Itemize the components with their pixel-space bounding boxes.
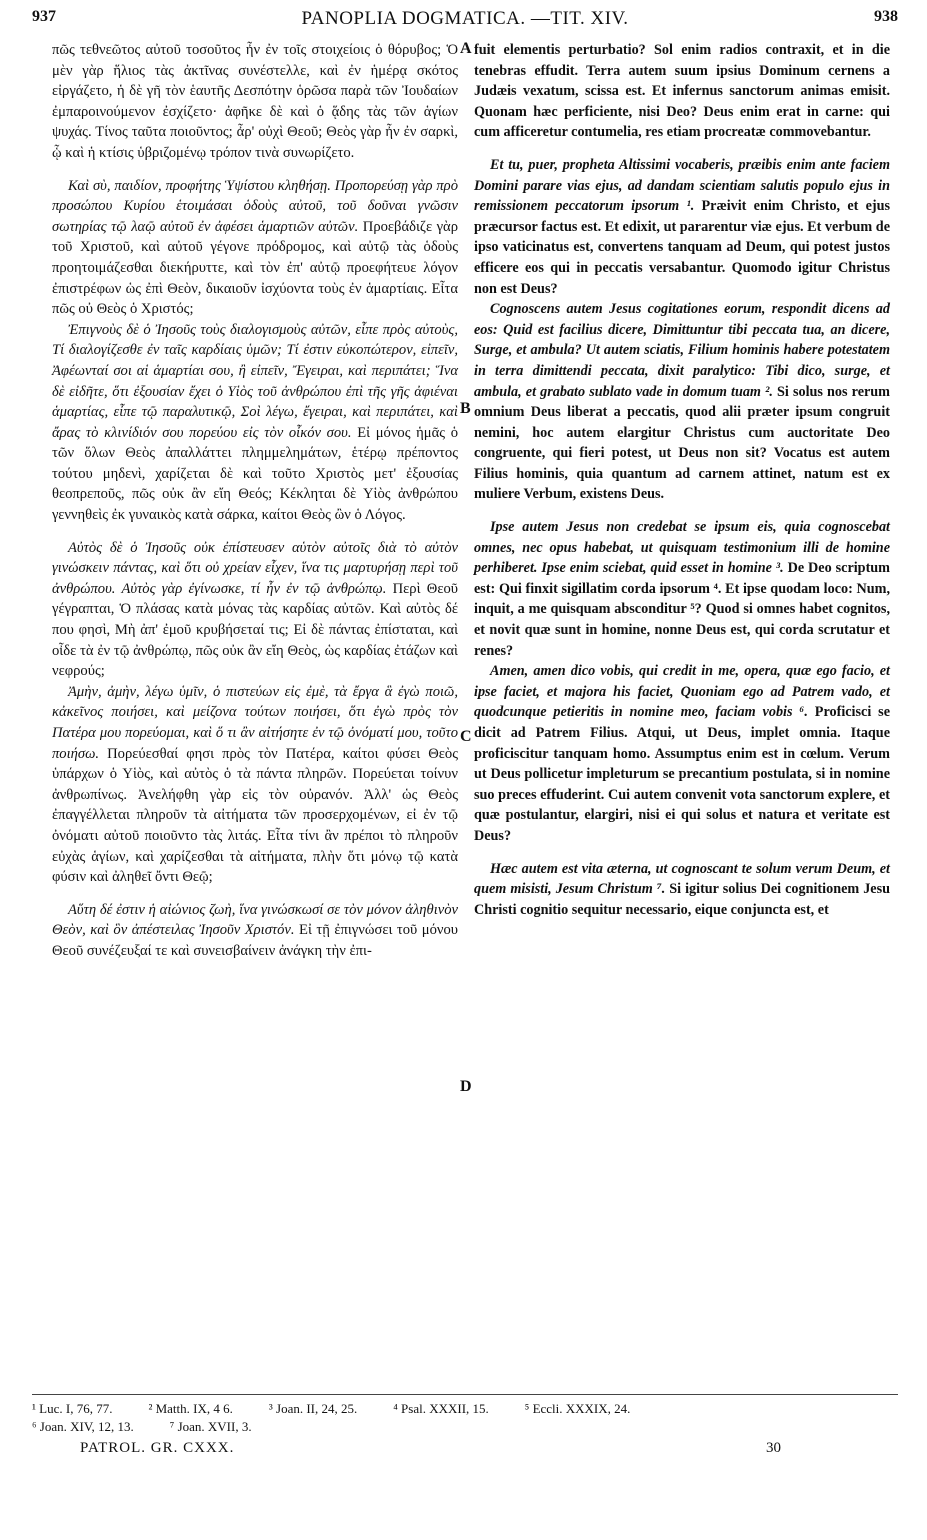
paragraph — [52, 900, 458, 962]
page-number-left: 937 — [32, 8, 56, 25]
footnote: ³ Joan. II, 24, 25. — [268, 1401, 358, 1416]
commentary-text: De Deo scriptum est: Qui finxit sigillatim corda ipsorum ⁴. Et ipse quodam loco: Num, inquit, a me quisquam absconditur ⁵? Quod si omnes habet cognitos, et novit quæ sunt in homine, nonne Deus est, qui corda scrutatur et renes? — [474, 560, 891, 659]
footnote: ¹ Luc. I, 76, 77. — [32, 1401, 113, 1416]
commentary-text: Proficisci se dicit ad Patrem Filius. Atqui, ut Deus, implet omnia. Itaque proficiscitur tanquam homo. Assumptus enim est in cœlum. Verum ut Deus pollicetur impleturum se precantium postulata, si in nomine suo preces effuderint. Cui autem convenit vota sanctorum explere, et quæ postulantur, elargiri, nisi ei qui solus et natura et veritate est Deus? — [474, 704, 890, 844]
footnote: ⁶ Joan. XIV, 12, 13. — [32, 1419, 134, 1434]
commentary-text: πῶς τεθνεῶτος αὐτοῦ τοσοῦτος ἦν ἐν τοῖς στοιχείοις ὁ θόρυβος; Ὁ μὲν γὰρ ἥλιος τὰς ἀκτῖνας συνέστελλε, καὶ ἐν ἡμέρᾳ σκότος εἰργάζετο, ἡ δὲ γῆ τὸν ἑαυτῆς Δεσπότην ὁρῶσα παρὰ τῶν Ἰουδαίων ἐμπαροινούμενον ἐσχίζετο· ἀφῆκε δὲ καὶ ὁ ᾅδης τὰς τῶν ἁγίων ψυχάς. Τίνος ταῦτα ποιοῦντος; ἆρ' οὐχὶ Θεοῦ; Θεὸς γὰρ ἦν ἐν σαρκὶ, ᾧ καὶ ἡ κτίσις ὑβριζομένῳ τρόπον τινὰ συνωρίζετο. — [52, 42, 458, 161]
paragraph — [474, 299, 890, 505]
footnote: ² Matth. IX, 4 6. — [148, 1401, 233, 1416]
running-title: PANOPLIA DOGMATICA. —TIT. XIV. — [301, 8, 629, 29]
footnote: ⁴ Psal. XXXII, 15. — [393, 1401, 489, 1416]
scripture-quote: Αὕτη δέ ἐστιν ἡ αἰώνιος ζωὴ, ἵνα γινώσκωσί σε τὸν μόνον ἀληθινὸν Θεὸν, καὶ ὃν ἀπέστειλας Ἰησοῦν Χριστόν. — [52, 901, 458, 939]
page-number-right: 938 — [874, 8, 898, 25]
commentary-text: Περὶ Θεοῦ γέγραπται, Ὁ πλάσας κατὰ μόνας τὰς καρδίας αὐτῶν. Καὶ αὐτὸς δέ που φησὶ, Μὴ ἀπ' ἐμοῦ κρυβήσεταί τις; Εἰ δὲ πάντας ἐπίσταται, καὶ οἶδε τὰ ἐν τῷ ἀνθρώπῳ, πῶς οὐκ ἂν εἴη Θεὸς, ὡς καρδίας ἐτάζων καὶ νεφρούς; — [52, 580, 458, 680]
scripture-quote: Καὶ σὺ, παιδίον, προφήτης Ὑψίστου κληθήσῃ. Προπορεύσῃ γὰρ πρὸ προσώπου Κυρίου ἑτοιμάσαι ὁδοὺς αὐτοῦ, τοῦ δοῦναι γνῶσιν σωτηρίας τῷ λαῷ αὐτοῦ ἐν ἀφέσει ἁμαρτιῶν αὐτῶν. — [52, 177, 458, 235]
scripture-quote: Ipse autem Jesus non credebat se ipsum eis, quia cognoscebat omnes, nec opus habebat, ut quisquam testimonium illi de homine perhiberet. Ipse enim sciebat, quid esset in homine ³. — [474, 519, 890, 577]
commentary-text: Προεβάδιζε γὰρ τοῦ Χριστοῦ, καὶ αὐτοῦ γέγονε πρόδρομος, καὶ αὐτῷ τὰς ὁδοὺς προητοιμάζεσθαι διεκήρυττε, καὶ τὸν ἐπ' αὐτῷ προεφήτευε λόγον ἐπιστρέφων ὡς ἐπὶ Θεὸν, δικαιοῦν ἰσχύοντα τοὺς ἐν ἁμαρτίαις. Εἶτα πῶς οὐ Θεὸς ὁ Χριστός; — [52, 218, 458, 318]
signature-number: 30 — [766, 1440, 781, 1456]
patrology-volume: PATROL. GR. CXXX. — [80, 1440, 235, 1456]
scripture-quote: Et tu, puer, propheta Altissimi vocaberis, præibis enim ante faciem Domini parare vias ejus, ad dandam scientiam salutis populo ejus in remissionem peccatorum ipsorum ¹. — [474, 156, 890, 215]
scripture-quote: Amen, amen dico vobis, qui credit in me, opera, quæ ego facio, et ipse faciet, et majora his faciet, Quoniam ego ad Patrem vado, et quodcunque petieritis in nomine meo, faciam vobis ⁶. — [474, 663, 890, 721]
scripture-quote: Ἐπιγνοὺς δὲ ὁ Ἰησοῦς τοὺς διαλογισμοὺς αὐτῶν, εἶπε πρὸς αὐτοὺς, Τί διαλογίζεσθε ἐν ταῖς καρδίαις ὑμῶν; Τί ἐστιν εὐκοπώτερον, εἰπεῖν, Ἀφέωνταί σοι αἱ ἁμαρτίαι σου, ἢ εἰπεῖν, Ἔγειραι, καὶ περιπάτει; Ἵνα δὲ εἰδῆτε, ὅτι ἐξουσίαν ἔχει ὁ Υἱὸς τοῦ ἀνθρώπου ἐπὶ τῆς γῆς ἀφιέναι ἁμαρτίας, εἶπε τῷ παραλυτικῷ, Σοὶ λέγω, ἔγειραι, καὶ περιπάτει, καὶ ἄρας τὸ κλινίδιόν σου πορεύου εἰς τὸν οἶκόν σου. — [52, 321, 458, 441]
footnote: ⁷ Joan. XVII, 3. — [169, 1419, 252, 1434]
paragraph — [52, 538, 458, 682]
footnote-line-2 — [32, 1418, 898, 1436]
section-marker-b: B — [460, 400, 471, 417]
paragraph — [474, 155, 890, 299]
paragraph — [474, 859, 890, 921]
section-marker-d: D — [460, 1078, 472, 1095]
commentary-text: Εἰ μόνος ἡμᾶς ὁ τῶν ὅλων Θεὸς ἀπαλλάττει πλημμελημάτων, ἑτέρῳ πρέποντος τούτου μηδενὶ, χαρίζεται δὲ καὶ τοῦτο Χριστὸς μετ' ἐξουσίας θεοπρεποῦς, πῶς οὐκ ἂν εἴη Θεός; Κέκληται δὲ Υἱὸς ἀνθρώπου γεννηθεὶς ἐκ γυναικὸς κατὰ σάρκα, καίτοι Θεὸς ὢν ὁ Λόγος. — [52, 424, 458, 524]
scripture-quote: Hæc autem est vita æterna, ut cognoscant te solum verum Deum, et quem misisti, Jesum Christum ⁷. — [474, 860, 890, 898]
paragraph — [52, 176, 458, 320]
footnote-rule — [32, 1394, 898, 1395]
commentary-text: Εἰ τῇ ἐπιγνώσει τοῦ μόνου Θεοῦ συνέζευξαί τε καὶ συνεισβαίνειν ἀνάγκη τὴν ἐπι- — [52, 922, 458, 959]
commentary-text: Præivit enim Christo, et ejus præcursor factus est. Et edixit, ut pararentur viæ ejus. Et verbum de ipso vaticinatus est, convertens tanquam ad Deum, qui potest justos efficere eos qui in peccatis versabantur. Quomodo igitur Christus non est Deus? — [474, 198, 891, 297]
commentary-text: Si igitur solius Dei cognitionem Jesu Christi cognitio sequitur necessario, eique conjuncta est, et — [474, 881, 891, 918]
scripture-quote: Cognoscens autem Jesus cogitationes eorum, respondit dicens ad eos: Quid est facilius dicere, Dimittuntur tibi peccata tua, an dicere, Surge, et ambula? Ut autem sciatis, Filium hominis habere potestatem in terra dimittendi peccata, dixit paralytico: Tibi dico, surge, et ambula, et grabato sublato vade in domum tuam ². — [474, 301, 890, 400]
page-header — [32, 8, 898, 30]
latin-column — [474, 40, 890, 920]
paragraph — [474, 40, 890, 143]
commentary-text: Πορεύεσθαί φησι πρὸς τὸν Πατέρα, καίτοι φύσει Θεὸς ὑπάρχων ὁ Υἱὸς, καὶ αὐτὸς ὁ τὰ πάντα πληρῶν. Πορεύεται τοίνυν ἀνθρωπίνως. Ἀνελήφθη γὰρ εἰς τὸν οὐρανόν. Ἀλλ' ὡς Θεὸς ἐπαγγέλλεται πληροῦν τὰ αἰτήματα τῶν προσερχομένων, εἰ ἐν τῷ ὀνόματι αὐτοῦ ποιοῦντο τὰς λιτάς. Εἶτα τίνι ἂν πρέποι τὸ πληροῦν εὐχὰς ἁγίων, καὶ χαρίζεσθαι τὰ αἰτήματα, πλὴν ὅτι μόνῳ τῷ κατὰ φύσιν καὶ ἀληθεῖ ὄντι Θεῷ; — [52, 745, 458, 886]
scripture-quote: Αὐτὸς δὲ ὁ Ἰησοῦς οὐκ ἐπίστευσεν αὑτὸν αὐτοῖς διὰ τὸ αὐτὸν γινώσκειν πάντας, καὶ ὅτι οὐ χρείαν εἶχεν, ἵνα τις μαρτυρήσῃ περὶ τοῦ ἀνθρώπου. Αὐτὸς γὰρ ἐγίνωσκε, τί ἦν ἐν τῷ ἀνθρώπῳ. — [52, 539, 458, 597]
footnote-line-1 — [32, 1400, 898, 1418]
paragraph — [52, 40, 458, 164]
commentary-text: Si solus nos rerum omnium Deus liberat a peccatis, quod alii præter ipsum congruit nemini, hoc autem elargitur Christus cum auctoritate Deo congruente, qui fieri potest, ut Deus non sit? Vocatus est autem Filius hominis, quia quantum ad carnem attinet, natum est ex muliere Verbum, existens Deus. — [474, 383, 890, 503]
paragraph — [474, 661, 890, 846]
section-marker-c: C — [460, 728, 472, 745]
footnotes — [32, 1400, 898, 1436]
section-marker-a: A — [460, 40, 472, 57]
paragraph — [52, 682, 458, 888]
footnote: ⁵ Eccli. XXXIX, 24. — [524, 1401, 631, 1416]
greek-column — [52, 40, 458, 962]
paragraph — [52, 320, 458, 526]
paragraph — [474, 517, 890, 661]
scripture-quote: Ἀμὴν, ἀμὴν, λέγω ὑμῖν, ὁ πιστεύων εἰς ἐμὲ, τὰ ἔργα ἃ ἐγὼ ποιῶ, κἀκεῖνος ποιήσει, καὶ μείζονα τούτων ποιήσει, ὅτι ἐγὼ πρὸς τὸν Πατέρα μου πορεύομαι, καὶ ὅ τι ἂν αἰτήσητε ἐν τῷ ὀνόματί μου, τοῦτο ποιήσω. — [52, 683, 458, 762]
commentary-text: fuit elementis perturbatio? Sol enim radios contraxit, et in die tenebras effudit. Terra autem suum ipsius Dominum cernens a Judæis vexatum, scissa est. Et infernus sanctorum animas emisit. Quonam hæc perficiente, nisi Deo? Deus enim erat in carne: qui cum afficeretur contumelia, res etiam procreatæ commovebantur. — [474, 42, 890, 141]
